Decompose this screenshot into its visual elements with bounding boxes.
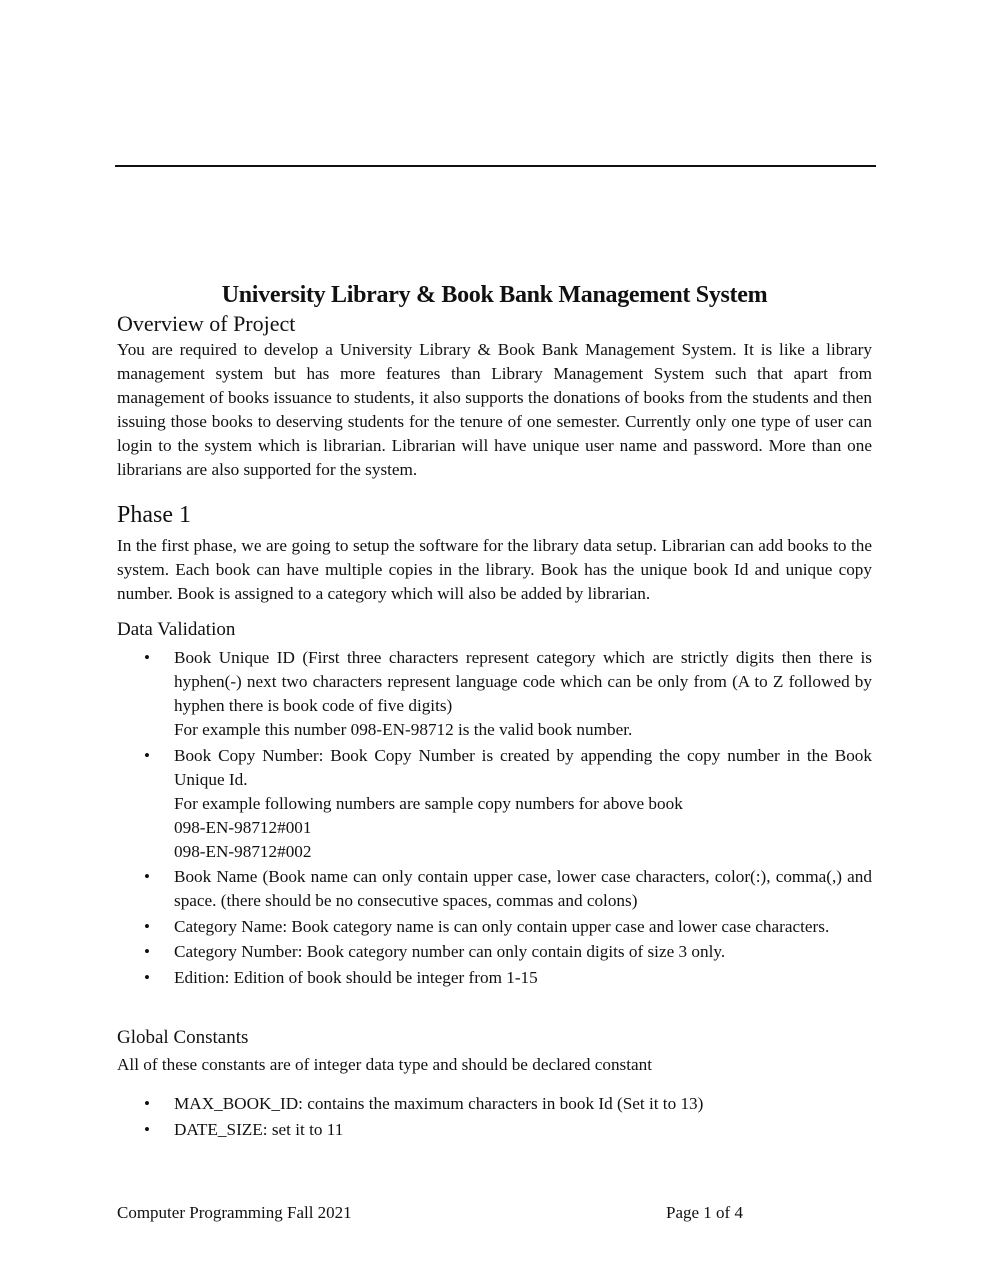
bullet-icon: • [144,1094,150,1113]
list-item-text: Edition: Edition of book should be integer from 1-15 [174,967,538,987]
list-item [117,940,872,964]
list-item [117,744,872,864]
list-item-line: 098-EN-98712#002 [174,841,312,861]
list-item [117,1092,872,1116]
list-item-text: Book Unique ID (First three characters represent category which are strictly digits then there is hyphen(-) next two characters represent language code which can be only from (A to Z followed by hyphen there is book code of five digits) [174,648,872,715]
bullet-icon: • [144,1119,150,1139]
global-constants-paragraph: All of these constants are of integer data type and should be declared constant [117,1055,653,1074]
list-item-line: For example following numbers are sample copy numbers for above book [174,793,683,813]
bullet-icon: • [144,916,150,936]
bullet-icon: • [144,942,150,961]
global-constants-heading: Global Constants [117,1027,249,1048]
validation-list [117,646,872,991]
phase1-paragraph: In the first phase, we are going to setup the software for the library data setup. Librarian can add books to the system. Each book can have multiple copies in the library. Book has the unique book Id and unique copy number. Book is assigned to a category which will also be added by librarian. [117,536,872,603]
bullet-icon: • [144,967,150,987]
overview-paragraph: You are required to develop a University Library & Book Bank Management System. It is like a library management system but has more features than Library Management System such that apart from management of books issuance to students, it also supports the donations of books from the students and then issuing those books to deserving students for the tenure of one semester. Currently only one type of user can login to the system which is librarian. Librarian will have unique user name and password. More than one librarians are also supported for the system. [117,340,872,479]
list-item [117,865,872,913]
bullet-icon: • [144,745,150,765]
header-rule [115,165,876,167]
overview-heading: Overview of Project [117,311,296,336]
footer-page-number: Page 1 of 4 [666,1203,743,1222]
list-item [117,646,872,742]
list-item [117,1118,872,1142]
list-item-line: 098-EN-98712#001 [174,817,312,837]
list-item-text: Category Name: Book category name is can only contain upper case and lower case characters. [174,916,830,936]
list-item-text: MAX_BOOK_ID: contains the maximum characters in book Id (Set it to 13) [174,1094,704,1113]
list-item-text: Book Name (Book name can only contain upper case, lower case characters, color(:), comma(,) and space. (there should be no consecutive spaces, commas and colons) [174,867,872,910]
footer-course: Computer Programming Fall 2021 [117,1203,352,1222]
bullet-icon: • [144,648,150,667]
list-item [117,966,872,990]
data-validation-heading: Data Validation [117,619,236,640]
list-item [117,915,872,939]
document-title: University Library & Book Bank Management System [221,282,768,308]
list-item-text: Category Number: Book category number can only contain digits of size 3 only. [174,942,726,961]
constants-list [117,1092,872,1143]
list-item-text: DATE_SIZE: set it to 11 [174,1119,344,1139]
bullet-icon: • [144,867,150,886]
list-item-text: Book Copy Number: Book Copy Number is created by appending the copy number in the Book Unique Id. [174,745,872,789]
list-item-line: For example this number 098-EN-98712 is the valid book number. [174,720,633,739]
phase1-heading: Phase 1 [117,502,191,528]
